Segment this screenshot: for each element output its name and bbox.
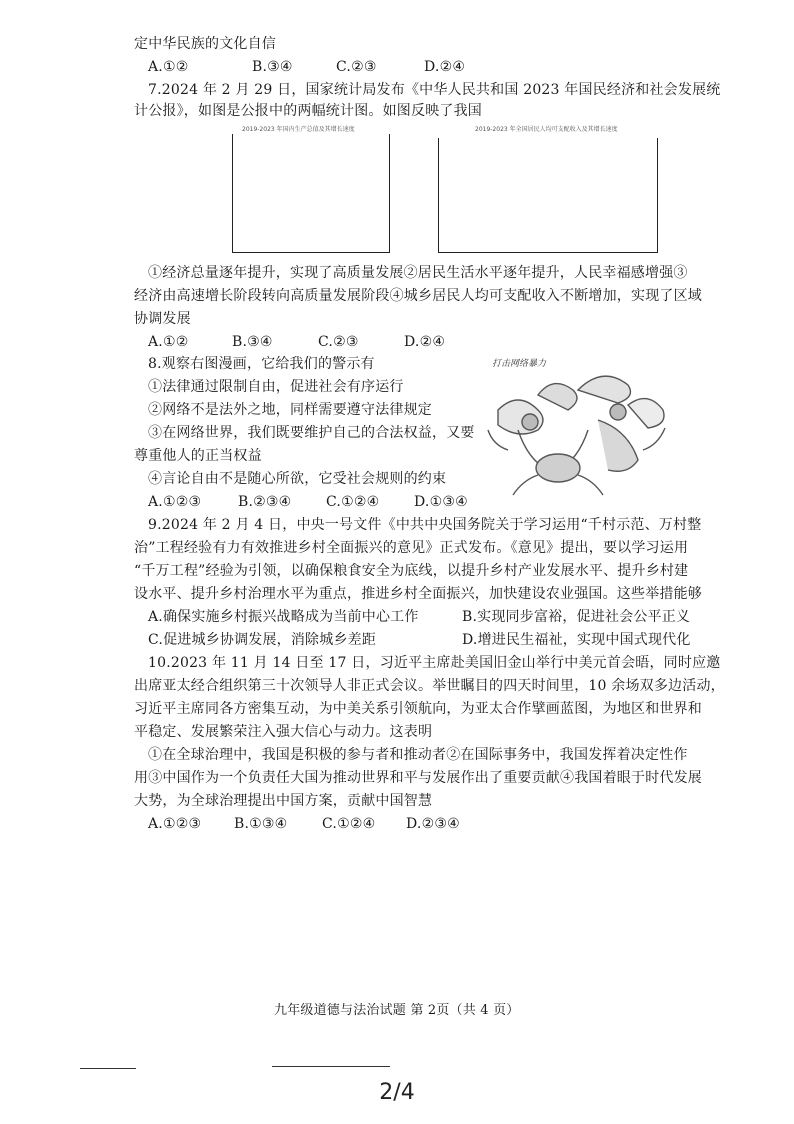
q6-option-a: A.①② [148,59,189,75]
q8-option-d: D.①③④ [414,494,468,510]
q10-option-a: A.①②③ [148,816,202,832]
page-indicator: 2/4 [379,1080,415,1105]
q10-options [148,814,460,834]
q7-stem-line2: 计公报》，如图是公报中的两幅统计图。如图反映了我国 [134,103,482,119]
q8-statement-4: ④言论自由不是随心所欲，它受社会规则的约束 [148,471,447,487]
q6-tail: 定中华民族的文化自信 [134,36,276,52]
q7-statement-line3: 协调发展 [134,311,191,327]
gdp-chart-frame [232,134,390,253]
q8-option-b: B.②③④ [238,494,292,510]
q7-option-c: C.②③ [318,334,359,350]
q10-stem-line2: 出席亚太经合组织第三十次领导人非正式会议。举世瞩目的四天时间里，10 余场双多边活动， [134,678,725,694]
cartoon-caption: 打击网络暴力 [492,359,547,369]
q9-stem-line3: “千万工程”经验为引领，以确保粮食安全为底线，以提升乡村产业发展水平、提升乡村建 [134,563,689,579]
q10-statement-line1: ①在全球治理中，我国是积极的参与者和推动者②在国际事务中，我国发挥着决定性作 [148,747,688,763]
q9-option-c: C.促进城乡协调发展，消除城乡差距 [148,632,377,648]
q6-options [148,57,465,77]
q9-option-a: A.确保实施乡村振兴战略成为当前中心工作 [148,609,419,625]
q8-statement-3a: ③在网络世界，我们既要维护自己的合法权益，又要 [148,425,475,441]
page-footer: 九年级道德与法治试题 第 2页（共 4 页） [274,1003,520,1018]
gdp-chart-caption: 2019-2023 年国内生产总值及其增长速度 [242,126,355,133]
q10-statement-line2: 用③中国作为一个负责任大国为推动世界和平与发展作出了重要贡献④我国着眼于时代发展 [134,770,702,786]
q7-options [148,332,445,352]
q9-stem-line4: 设水平、提升乡村治理水平为重点，推进乡村全面振兴，加快建设农业强国。这些举措能够 [134,586,702,602]
q10-stem-line4: 平稳定、发展繁荣注入强大信心与动力。这表明 [134,724,433,740]
q10-option-c: C.①②④ [322,816,376,832]
cyber-violence-cartoon [478,350,678,500]
q8-statement-2: ②网络不是法外之地，同样需要遵守法律规定 [148,402,432,418]
q7-statement-line1: ①经济总量逐年提升，实现了高质量发展②居民生活水平逐年提升，人民幸福感增强③ [148,265,688,281]
q10-option-b: B.①③④ [234,816,288,832]
q8-statement-1: ①法律通过限制自由，促进社会有序运行 [148,379,404,395]
footer-rule-right [272,1066,390,1067]
q7-statement-line2: 经济由高速增长阶段转向高质量发展阶段④城乡居民人均可支配收入不断增加，实现了区域 [134,288,702,304]
q9-option-d: D.增进民生福祉，实现中国式现代化 [462,632,691,648]
q7-option-a: A.①② [148,334,189,350]
q8-option-c: C.①②④ [326,494,380,510]
q8-statement-3b: 尊重他人的正当权益 [134,448,262,464]
q6-option-d: D.②④ [424,59,466,75]
q7-stem-line1: 7.2024 年 2 月 29 日，国家统计局发布《中华人民共和国 2023 年国民经济和社会发展统 [148,82,721,98]
q10-stem-line1: 10.2023 年 11 月 14 日至 17 日，习近平主席赴美国旧金山举行中美元首会晤，同时应邀 [148,655,721,671]
q10-option-d: D.②③④ [406,816,460,832]
income-chart-frame [438,138,658,253]
q10-statement-line3: 大势，为全球治理提出中国方案，贡献中国智慧 [134,793,433,809]
q8-option-a: A.①②③ [148,494,202,510]
q9-stem-line2: 治”工程经验有力有效推进乡村全面振兴的意见》正式发布。《意见》提出，要以学习运用 [134,540,689,556]
q6-option-b: B.③④ [252,59,293,75]
q9-stem-line1: 9.2024 年 2 月 4 日，中央一号文件《中共中央国务院关于学习运用“千村示范、万村整 [148,517,702,533]
q6-option-c: C.②③ [336,59,377,75]
q7-option-b: B.③④ [232,334,273,350]
income-chart-caption: 2019-2023 年全国居民人均可支配收入及其增长速度 [475,126,618,133]
q9-option-b: B.实现同步富裕，促进社会公平正义 [462,609,691,625]
q8-stem: 8.观察右图漫画，它给我们的警示有 [148,356,375,372]
footer-rule-left [80,1068,136,1069]
q8-options [148,492,468,512]
q10-stem-line3: 习近平主席同各方密集互动，为中美关系引领航向，为亚太合作擘画蓝图，为地区和世界和 [134,701,702,717]
q7-option-d: D.②④ [404,334,446,350]
